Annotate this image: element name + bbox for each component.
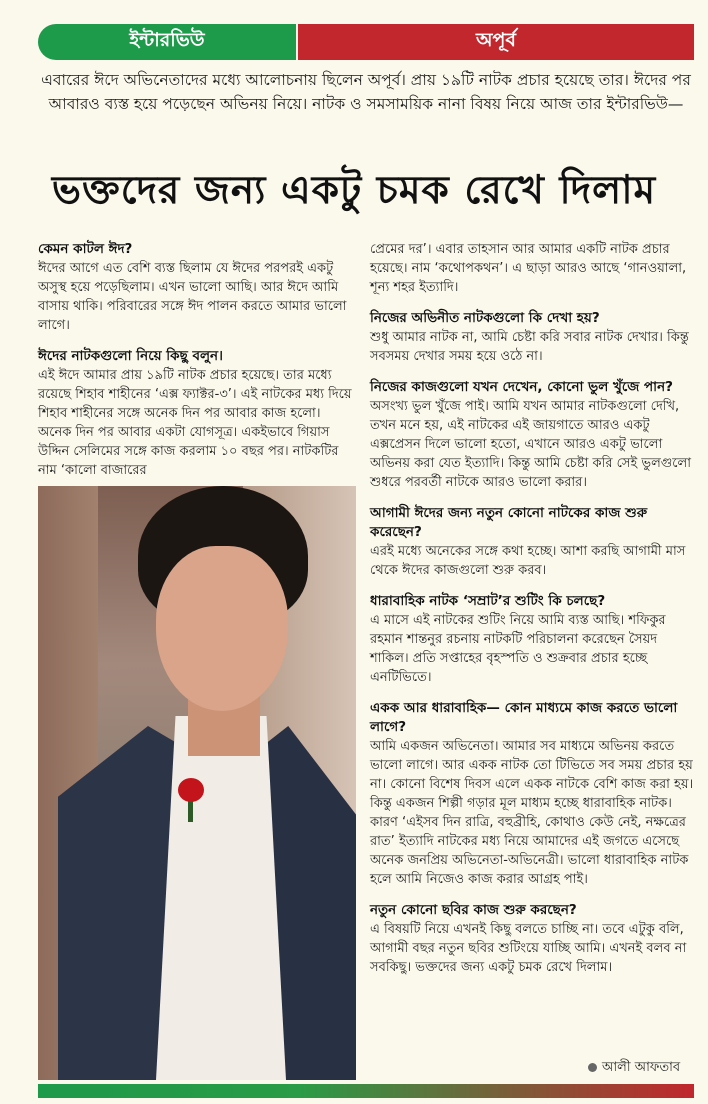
- section-header: [38, 24, 694, 60]
- answer: প্রেমের দর’। এবার তাহসান আর আমার একটি নাটক প্রচার হয়েছে। নাম ‘কথোপকথন’। এ ছাড়া আরও আছে ‘গানওয়ালা, শূন্য শহর ইত্যাদি।: [370, 242, 687, 295]
- face: [156, 546, 288, 711]
- rose-stem: [188, 800, 193, 822]
- rose-icon: [178, 778, 204, 802]
- answer: এরই মধ্যে অনেকের সঙ্গে কথা হচ্ছে। আশা করছি আগামী মাস থেকে ঈদের কাজগুলো শুরু করব।: [370, 544, 686, 578]
- author-name: আলী আফতাব: [602, 1060, 681, 1075]
- answer: এ বিষয়টি নিয়ে এখনই কিছু বলতে চাচ্ছি না। তবে এটুকু বলি, আগামী বছর নতুন ছবির শুটিংয়ে যাচ্ছি আমি। এখনই বলব না সবকিছু। ভক্তদের জন্য একটু চমক রেখে দিলাম।: [370, 922, 687, 975]
- answer: আমি একজন অভিনেতা। আমার সব মাধ্যমে অভিনয় করতে ভালো লাগে। আর একক নাটক তো টিভিতে সব সময় প্রচার হয় না। কোনো বিশেষ দিবস এলে একক নাটকে বেশি কাজ করা হয়। কিন্তু একজন শিল্পী গড়ার মূল মাধ্যম হচ্ছে ধারাবাহিক নাটক। কারণ ‘এইসব দিন রাত্রি, বহুব্রীহি, কোথাও কেউ নেই, নক্ষত্রের রাত’ ইত্যাদি নাটকের মধ্য নিয়ে আমাদের এই জগতে এসেছে অনেক জনপ্রিয় অভিনেতা-অভিনেত্রী। ভালো ধারাবাহিক নাটক হলে আমি নিজেও কাজ করার আগ্রহ পাই।: [370, 739, 694, 887]
- answer: ঈদের আগে এত বেশি ব্যস্ত ছিলাম যে ঈদের পরপরই একটু অসুস্থ হয়ে পড়েছিলাম। এখন ভালো আছি। আর ঈদে আমি বাসায় থাকি। পরিবারের সঙ্গে ঈদ পালন করতে আমার ভালো লাগে।: [38, 261, 347, 333]
- intro-paragraph: এবারের ঈদে অভিনেতাদের মধ্যে আলোচনায় ছিলেন অপূর্ব। প্রায় ১৯টি নাটক প্রচার হয়েছে তার। ঈদের পর আবারও ব্যস্ত হয়ে পড়েছেন অভিনয় নিয়ে। নাটক ও সমসাময়িক নানা বিষয় নিয়ে আজ তার ইন্টারভিউ—: [41, 71, 691, 113]
- headline: ভক্তদের জন্য একটু চমক রেখে দিলাম: [51, 168, 657, 213]
- answer: এই ঈদে আমার প্রায় ১৯টি নাটক প্রচার হয়েছে। তার মধ্যে রয়েছে শিহাব শাহীনের ‘এক্স ফ্যাক্টর-৩’। এই নাটকের মধ্য দিয়ে শিহাব শাহীনের সঙ্গে অনেক দিন পর আবার কাজ হলো। অনেক দিন পর আবার একটা যোগসূত্র। একইভাবে গিয়াস উদ্দিন সেলিমের সঙ্গে কাজ করলাম ১০ বছর পর। নাটকটির নাম ‘কালো বাজারের: [38, 368, 352, 478]
- portrait-photo: [38, 486, 356, 1080]
- answer: অসংখ্য ভুল খুঁজে পাই। আমি যখন আমার নাটকগুলো দেখি, তখন মনে হয়, এই নাটকের এই জায়গাতে আরও একটু এক্সপ্রেসন দিলে ভালো হতো, এখানে আরও একটু ভালো অভিনয় করা যেত ইত্যাদি। কিন্তু আমি চেষ্টা করি সেই ভুলগুলো শুধরে পরবর্তী নাটকে আরও ভালো করার।: [370, 399, 691, 490]
- shirt: [156, 716, 286, 1080]
- question: নতুন কোনো ছবির কাজ শুরু করছেন?: [370, 902, 577, 918]
- question: নিজের অভিনীত নাটকগুলো কি দেখা হয়?: [370, 310, 600, 326]
- question: আগামী ঈদের জন্য নতুন কোনো নাটকের কাজ শুরু করেছেন?: [370, 505, 648, 540]
- answer: এ মাসে এই নাটকের শুটিং নিয়ে আমি ব্যস্ত আছি। শফিকুর রহমান শান্তনুর রচনায় নাটকটি পরিচালনা করেছেন সৈয়দ শাকিল। প্রতি সপ্তাহের বৃহস্পতি ও শুক্রবার প্রচার হচ্ছে এনটিভিতে।: [370, 613, 666, 685]
- person-name: অপূর্ব: [298, 24, 694, 60]
- answer: শুধু আমার নাটক না, আমি চেষ্টা করি সবার নাটক দেখার। কিন্তু সবসময় দেখার সময় হয়ে ওঠে না।: [370, 330, 689, 364]
- section-label: ইন্টারভিউ: [38, 24, 296, 60]
- question: ধারাবাহিক নাটক ‘সম্রাট’র শুটিং কি চলছে?: [370, 593, 606, 609]
- byline: [588, 1058, 698, 1079]
- question: নিজের কাজগুলো যখন দেখেন, কোনো ভুল খুঁজে পান?: [370, 379, 673, 395]
- left-column: [38, 240, 356, 492]
- bullet-icon: [588, 1063, 597, 1072]
- right-column: [370, 240, 694, 989]
- footer-bar: [38, 1084, 694, 1098]
- question: একক আর ধারাবাহিক— কোন মাধ্যমে কাজ করতে ভালো লাগে?: [370, 700, 678, 735]
- question: ঈদের নাটকগুলো নিয়ে কিছু বলুন।: [38, 348, 223, 364]
- question: কেমন কাটল ঈদ?: [38, 241, 133, 257]
